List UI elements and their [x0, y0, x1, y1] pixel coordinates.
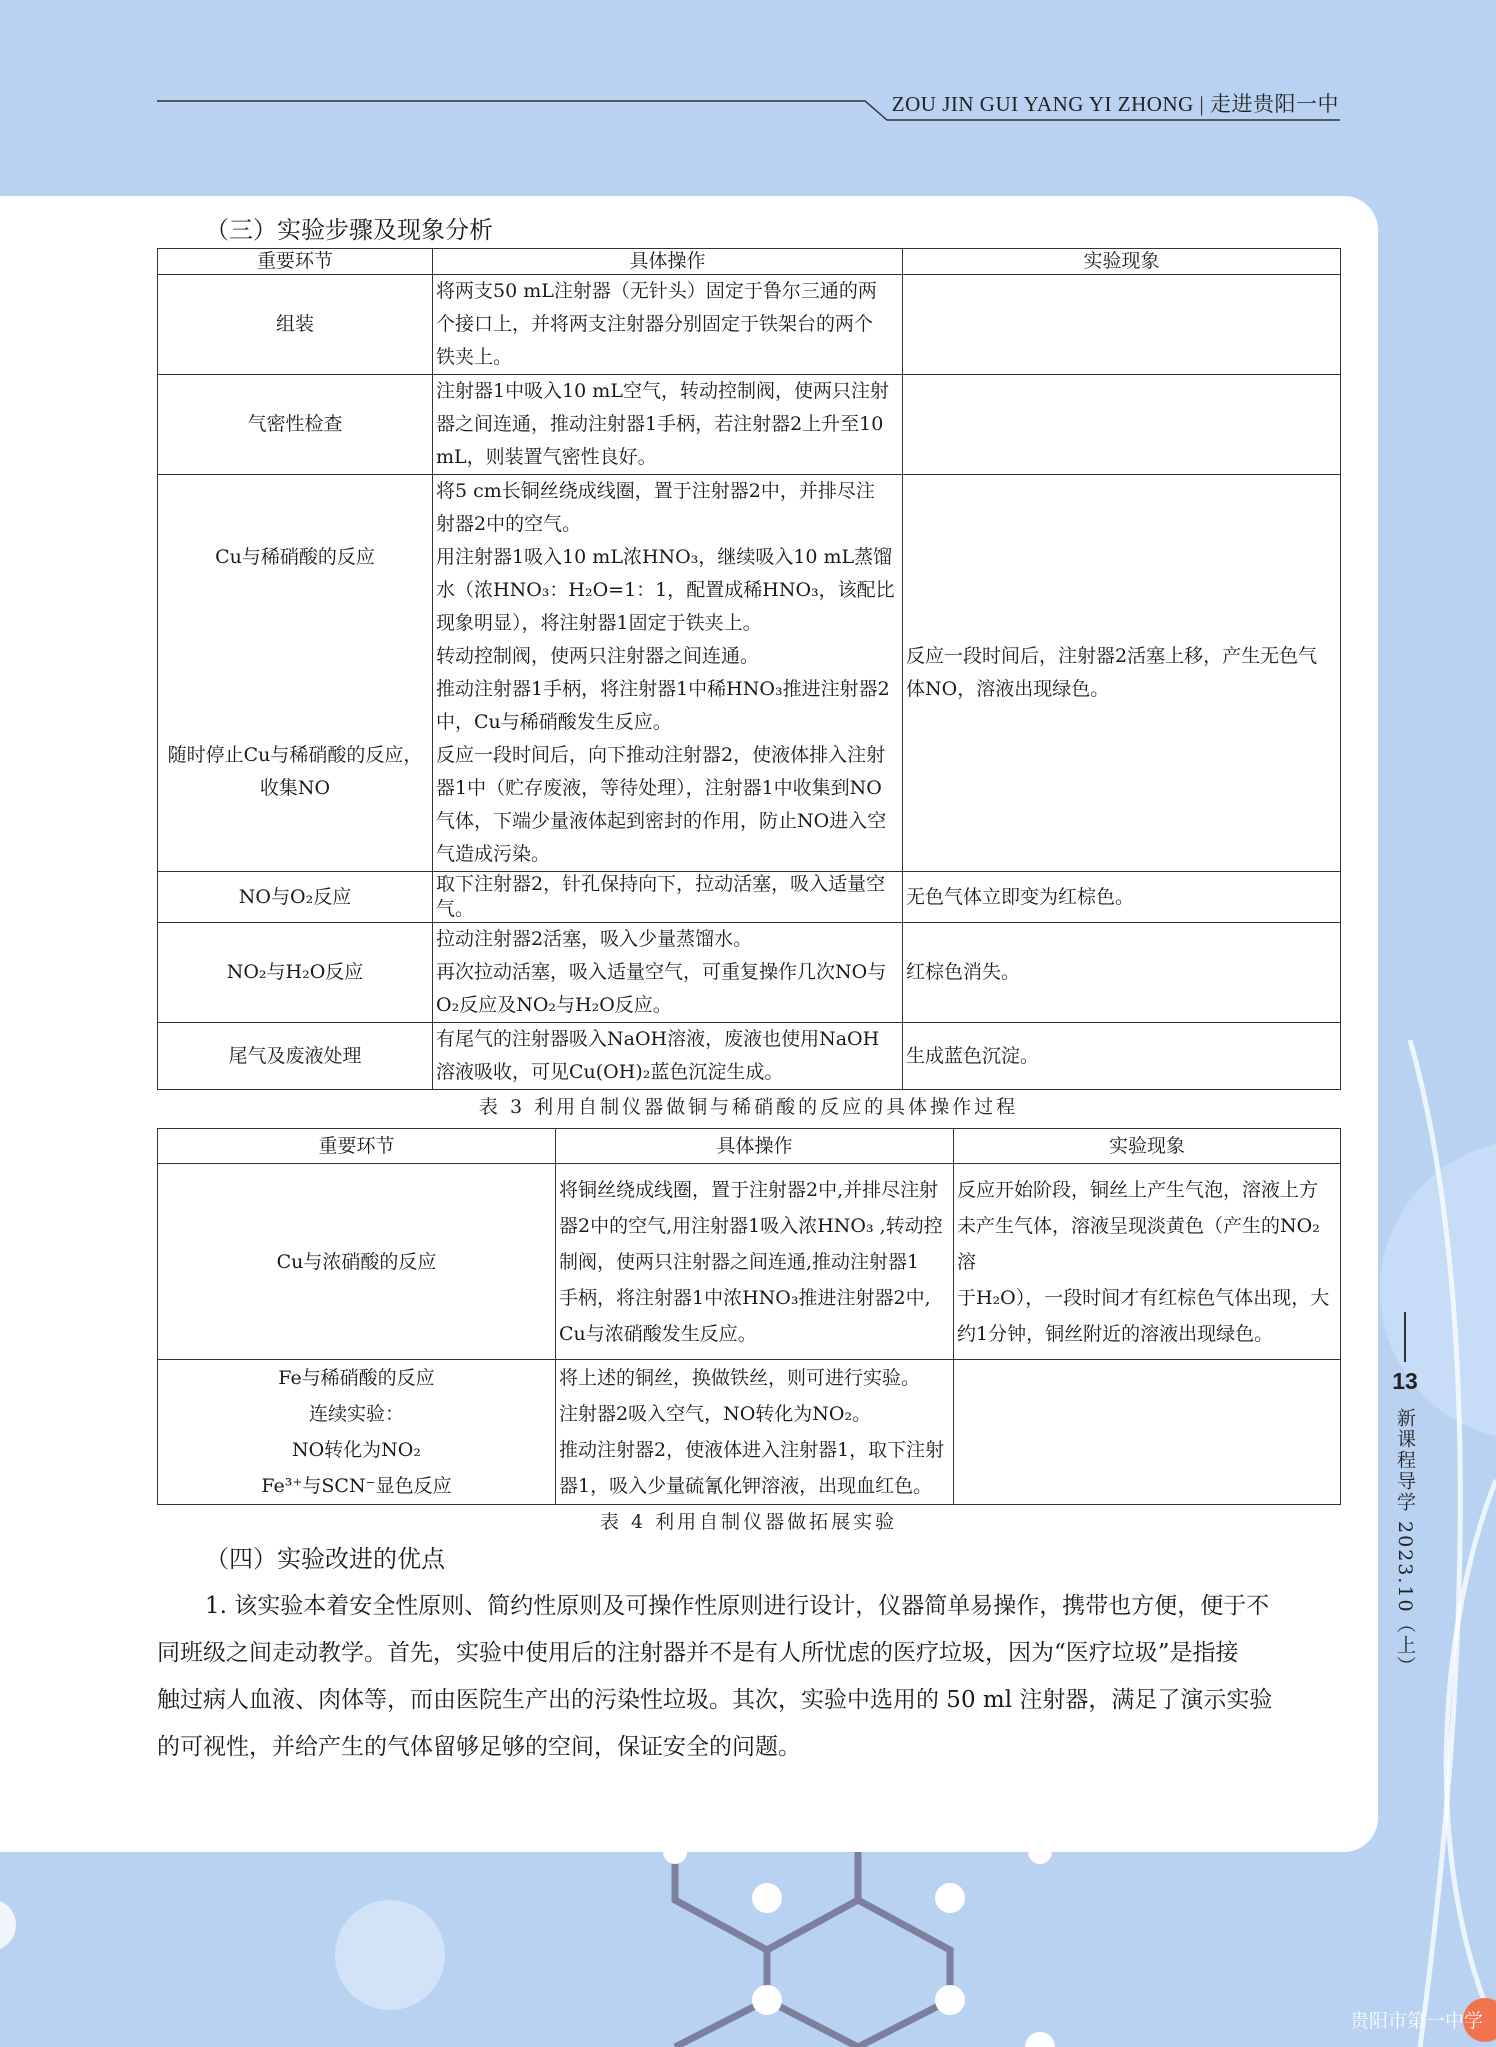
- operation-line: 器1中（贮存废液，等待处理），注射器1中收集到NO: [436, 777, 882, 799]
- page-number: 13: [1392, 1368, 1418, 1394]
- operation-line: 中，Cu与稀硝酸发生反应。: [436, 711, 672, 733]
- table-row: [158, 475, 1341, 872]
- table-row: [158, 1023, 1341, 1090]
- table-row: [158, 923, 1341, 1023]
- steps-table: [157, 248, 1341, 1090]
- step-label: 收集NO: [259, 777, 331, 799]
- column-header: 重要环节: [158, 249, 433, 275]
- column-header: 具体操作: [433, 249, 903, 275]
- paragraph-line: 同班级之间走动教学。首先，实验中使用后的注射器并不是有人所忧虑的医疗垃圾，因为“医疗垃圾”是指接: [157, 1640, 1239, 1666]
- operation-line: 现象明显），将注射器1固定于铁夹上。: [436, 612, 762, 634]
- phenomenon-line: 体NO，溶液出现绿色。: [906, 678, 1110, 700]
- operation-line: 铁夹上。: [436, 346, 513, 368]
- table-header-row: [158, 1129, 1341, 1164]
- phenomenon-cell: 红棕色消失。: [903, 923, 1341, 1023]
- operation-line: 将上述的铜丝，换做铁丝，则可进行实验。: [559, 1367, 921, 1389]
- table-header-row: [158, 249, 1341, 275]
- operation-line: 拉动注射器2活塞，吸入少量蒸馏水。: [436, 928, 753, 950]
- phenomenon-cell: [954, 1360, 1341, 1505]
- phenomenon-cell: 无色气体立即变为红棕色。: [903, 872, 1341, 923]
- phenomenon-cell: [903, 375, 1341, 475]
- decor-circle-bottom: [335, 1900, 445, 2010]
- table-row: [158, 375, 1341, 475]
- phenomenon-cell: [903, 275, 1341, 375]
- phenomenon-line: 于H₂O），一段时间才有红棕色气体出现，大: [957, 1286, 1330, 1309]
- paragraph-line: 1. 该实验本着安全性原则、简约性原则及可操作性原则进行设计，仪器简单易操作，携带也方便，便于不: [205, 1593, 1270, 1619]
- table-row: [158, 1164, 1341, 1360]
- column-header: 具体操作: [556, 1129, 954, 1164]
- step-label: NO转化为NO₂: [291, 1439, 422, 1461]
- step-cell: NO与O₂反应: [158, 872, 433, 923]
- phenomenon-line: 未产生气体，溶液呈现淡黄色（产生的NO₂溶: [957, 1214, 1320, 1273]
- operation-cell: [433, 375, 903, 475]
- operation-line: 制阀，使两只注射器之间连通,推动注射器1: [559, 1250, 920, 1273]
- operation-line: 推动注射器2，使液体进入注射器1，取下注射: [559, 1439, 945, 1461]
- step-cell: NO₂与H₂O反应: [158, 923, 433, 1023]
- step-cell: 组装: [158, 275, 433, 375]
- operation-line: 射器2中的空气。: [436, 513, 582, 535]
- step-label: Fe与稀硝酸的反应: [278, 1367, 435, 1389]
- decor-arc: [1446, 1480, 1496, 2030]
- step-label: 随时停止Cu与稀硝酸的反应，: [167, 744, 423, 766]
- operation-line: 气造成污染。: [436, 843, 551, 865]
- step-label: 连续实验：: [308, 1403, 404, 1425]
- operation-line: 有尾气的注射器吸入NaOH溶液，废液也使用NaOH: [436, 1028, 880, 1050]
- extension-table: [157, 1128, 1341, 1505]
- hexagon-lattice: [675, 1850, 950, 2047]
- column-header: 重要环节: [158, 1129, 556, 1164]
- operation-line: 将两支50 mL注射器（无针头）固定于鲁尔三通的两: [436, 280, 877, 302]
- paragraph-line: 的可视性，并给产生的气体留够足够的空间，保证安全的问题。: [157, 1734, 801, 1760]
- phenomenon-cell: [954, 1164, 1341, 1360]
- operation-cell: [556, 1164, 954, 1360]
- phenomenon-cell: [903, 475, 1341, 872]
- folio-rule: [1404, 1312, 1406, 1362]
- operation-cell: [433, 1023, 903, 1090]
- operation-line: 反应一段时间后，向下推动注射器2，使液体排入注射: [436, 744, 886, 766]
- paragraph-line: 触过病人血液、肉体等，而由医院生产出的污染性垃圾。其次，实验中选用的 50 ml 注射器，满足了演示实验: [157, 1687, 1273, 1713]
- operation-line: O₂反应及NO₂与H₂O反应。: [436, 994, 672, 1016]
- operation-cell: 取下注射器2，针孔保持向下，拉动活塞，吸入适量空气。: [433, 872, 903, 923]
- operation-line: mL，则装置气密性良好。: [436, 446, 657, 468]
- decor-circle-left: [0, 1899, 16, 1951]
- operation-cell: [433, 275, 903, 375]
- phenomenon-cell: 生成蓝色沉淀。: [903, 1023, 1341, 1090]
- step-cell: [158, 1360, 556, 1505]
- operation-line: 转动控制阀，使两只注射器之间连通。: [436, 645, 760, 667]
- operation-line: 用注射器1吸入10 mL浓HNO₃，继续吸入10 mL蒸馏: [436, 546, 893, 568]
- step-label: Cu与稀硝酸的反应: [215, 546, 375, 568]
- operation-line: 水（浓HNO₃：H₂O=1：1，配置成稀HNO₃，该配比: [436, 579, 895, 601]
- column-header: 实验现象: [954, 1129, 1341, 1164]
- step-cell: 尾气及废液处理: [158, 1023, 433, 1090]
- table-row: [158, 872, 1341, 923]
- operation-line: 注射器1中吸入10 mL空气，转动控制阀，使两只注射: [436, 380, 889, 402]
- operation-line: 气体，下端少量液体起到密封的作用，防止NO进入空: [436, 810, 887, 832]
- step-cell: [158, 475, 433, 872]
- table-row: [158, 275, 1341, 375]
- body-paragraph: [157, 1583, 1340, 1771]
- step-cell: Cu与浓硝酸的反应: [158, 1164, 556, 1360]
- operation-line: 器1，吸入少量硫氰化钾溶液，出现血红色。: [559, 1475, 933, 1497]
- step-label: Fe³⁺与SCN⁻显色反应: [261, 1475, 452, 1497]
- step-cell: 气密性检查: [158, 375, 433, 475]
- phenomenon-line: 反应开始阶段，铜丝上产生气泡，溶液上方: [957, 1178, 1319, 1201]
- column-header: 实验现象: [903, 249, 1341, 275]
- article-content: [157, 212, 1340, 1771]
- operation-line: 将5 cm长铜丝绕成线圈，置于注射器2中，并排尽注: [436, 480, 875, 502]
- operation-line: 推动注射器1手柄，将注射器1中稀HNO₃推进注射器2: [436, 678, 890, 700]
- phenomenon-line: 反应一段时间后，注射器2活塞上移，产生无色气: [906, 645, 1318, 667]
- operation-cell: [433, 923, 903, 1023]
- operation-line: Cu与浓硝酸发生反应。: [559, 1322, 757, 1345]
- watermark: 贵阳市第一中学: [1350, 2010, 1484, 2032]
- operation-line: 个接口上，并将两支注射器分别固定于铁架台的两个: [436, 313, 874, 335]
- operation-line: 将铜丝绕成线圈，置于注射器2中,并排尽注射: [559, 1178, 939, 1201]
- operation-line: 器2中的空气,用注射器1吸入浓HNO₃ ,转动控: [559, 1214, 943, 1237]
- operation-line: 注射器2吸入空气，NO转化为NO₂。: [559, 1403, 872, 1425]
- operation-line: 再次拉动活塞，吸入适量空气，可重复操作几次NO与: [436, 961, 887, 983]
- operation-cell: [433, 475, 903, 872]
- table-row: [158, 1360, 1341, 1505]
- table-caption: 表 3 利用自制仪器做铜与稀硝酸的反应的具体操作过程: [478, 1096, 1019, 1118]
- operation-line: 器之间连通，推动注射器1手柄，若注射器2上升至10: [436, 413, 884, 435]
- table-caption: 表 4 利用自制仪器做拓展实验: [599, 1511, 898, 1533]
- running-header: ZOU JIN GUI YANG YI ZHONG | 走进贵阳一中: [891, 92, 1339, 116]
- operation-line: 手柄，将注射器1中浓HNO₃推进注射器2中,: [559, 1286, 931, 1309]
- operation-line: 溶液吸收，可见Cu(OH)₂蓝色沉淀生成。: [436, 1061, 784, 1083]
- section-heading-steps: （三）实验步骤及现象分析: [205, 216, 493, 244]
- operation-cell: [556, 1360, 954, 1505]
- journal-name: 新课程导学 2023.10（上）: [1394, 1408, 1416, 1677]
- section-heading-advantages: （四）实验改进的优点: [205, 1545, 445, 1573]
- phenomenon-line: 约1分钟，铜丝附近的溶液出现绿色。: [957, 1322, 1274, 1345]
